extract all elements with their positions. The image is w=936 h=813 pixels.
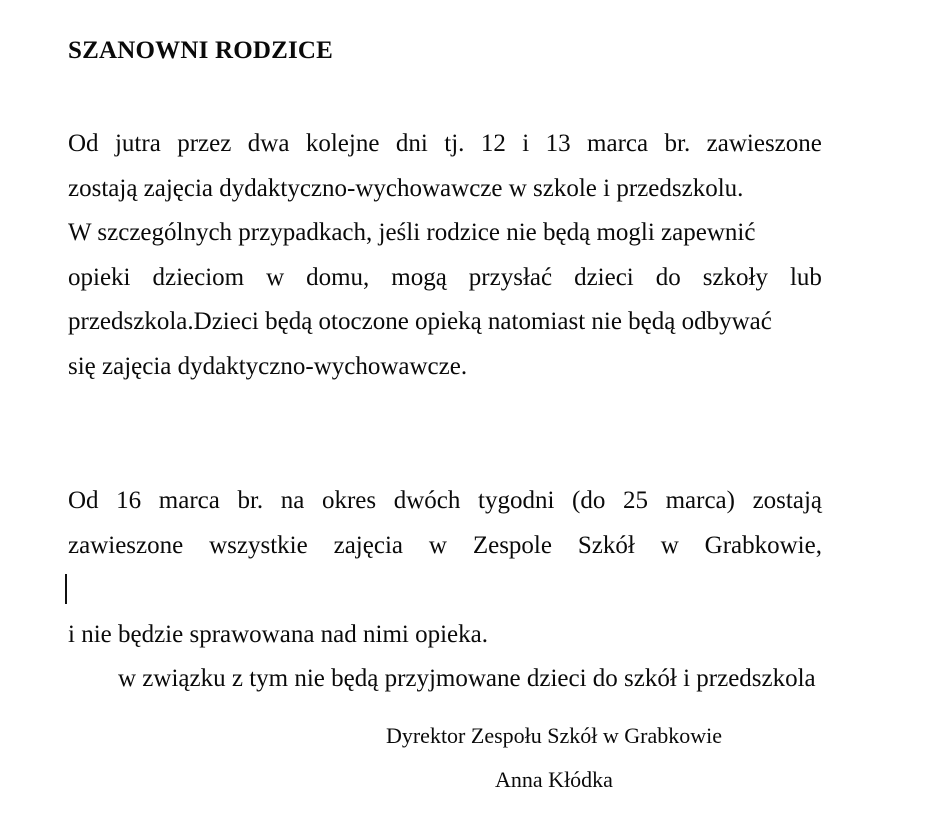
line-word: przysłać bbox=[468, 263, 553, 291]
paragraph-line bbox=[68, 524, 822, 569]
line-word: lub bbox=[789, 263, 822, 291]
line-word: na bbox=[280, 487, 305, 514]
line-word: marca) bbox=[665, 487, 735, 514]
line-word: okres bbox=[321, 487, 377, 514]
line-word: tj. bbox=[444, 130, 465, 157]
paragraph-line: zostają zajęcia dydaktyczno-wychowawcze w szkole i przedszkolu. bbox=[68, 174, 744, 202]
line-word: zajęcia bbox=[333, 531, 403, 559]
line-word: i bbox=[522, 130, 530, 157]
page-title: SZANOWNI RODZICE bbox=[68, 37, 334, 64]
paragraph-first bbox=[68, 63, 822, 389]
line-word: dwa bbox=[247, 130, 290, 157]
signature-name: Anna Kłódka bbox=[495, 767, 613, 792]
line-word: marca bbox=[158, 487, 220, 514]
line-word: Grabkowie, bbox=[704, 531, 822, 559]
line-word: w bbox=[266, 263, 285, 291]
line-word: wszystkie bbox=[209, 531, 308, 559]
paragraph-line bbox=[68, 122, 822, 167]
text-cursor-caret bbox=[65, 574, 67, 604]
line-word: Szkół bbox=[577, 531, 635, 559]
line-word: Zespole bbox=[472, 531, 552, 559]
line-word: szkoły bbox=[702, 263, 768, 291]
signature-role: Dyrektor Zespołu Szkół w Grabkowie bbox=[385, 723, 723, 748]
line-word: br. bbox=[237, 487, 264, 514]
line-word: mogą bbox=[391, 263, 447, 291]
line-word: Od bbox=[68, 487, 99, 514]
line-word: 12 bbox=[480, 130, 506, 157]
line-word: zostają bbox=[752, 487, 822, 514]
line-word: marca bbox=[587, 130, 649, 157]
paragraph-line bbox=[68, 479, 822, 524]
paragraph-line-text: w związku z tym nie będą przyjmowane dzieci do szkół i przedszkola bbox=[118, 665, 816, 692]
paragraph-second bbox=[68, 389, 822, 692]
line-word: dzieciom bbox=[152, 263, 245, 291]
paragraph-line: przedszkola.Dzieci będą otoczone opieką natomiast nie będą odbywać bbox=[68, 308, 772, 335]
line-word: Od bbox=[68, 130, 99, 157]
paragraph-line: się zajęcia dydaktyczno-wychowawcze. bbox=[68, 352, 468, 380]
line-word: 16 bbox=[116, 487, 142, 514]
line-word: w bbox=[660, 531, 679, 559]
line-word: dzieci bbox=[574, 263, 634, 291]
line-word: kolejne bbox=[305, 130, 380, 157]
line-word: 25 bbox=[622, 487, 648, 514]
line-word: dwóch bbox=[393, 487, 461, 514]
document-text-body[interactable] bbox=[68, 0, 822, 692]
line-word: przez bbox=[177, 130, 232, 157]
paragraph-line bbox=[68, 256, 822, 301]
paragraph-line: W szczególnych przypadkach, jeśli rodzice nie będą mogli zapewnić bbox=[68, 219, 756, 246]
line-word: do bbox=[655, 263, 681, 291]
line-word: jutra bbox=[114, 130, 161, 157]
line-word: br. bbox=[664, 130, 691, 157]
line-word: zawieszone bbox=[706, 130, 822, 157]
signature-block bbox=[0, 714, 936, 802]
line-word: dni bbox=[395, 130, 428, 157]
line-word: domu, bbox=[306, 263, 370, 291]
line-word: (do bbox=[572, 487, 606, 514]
line-word: tygodni bbox=[478, 487, 555, 514]
line-word: w bbox=[428, 531, 447, 559]
line-word: 13 bbox=[545, 130, 571, 157]
line-word: zawieszone bbox=[68, 531, 184, 559]
line-word: opieki bbox=[68, 263, 131, 291]
paragraph-line: i nie będzie sprawowana nad nimi opieka. bbox=[68, 620, 488, 648]
